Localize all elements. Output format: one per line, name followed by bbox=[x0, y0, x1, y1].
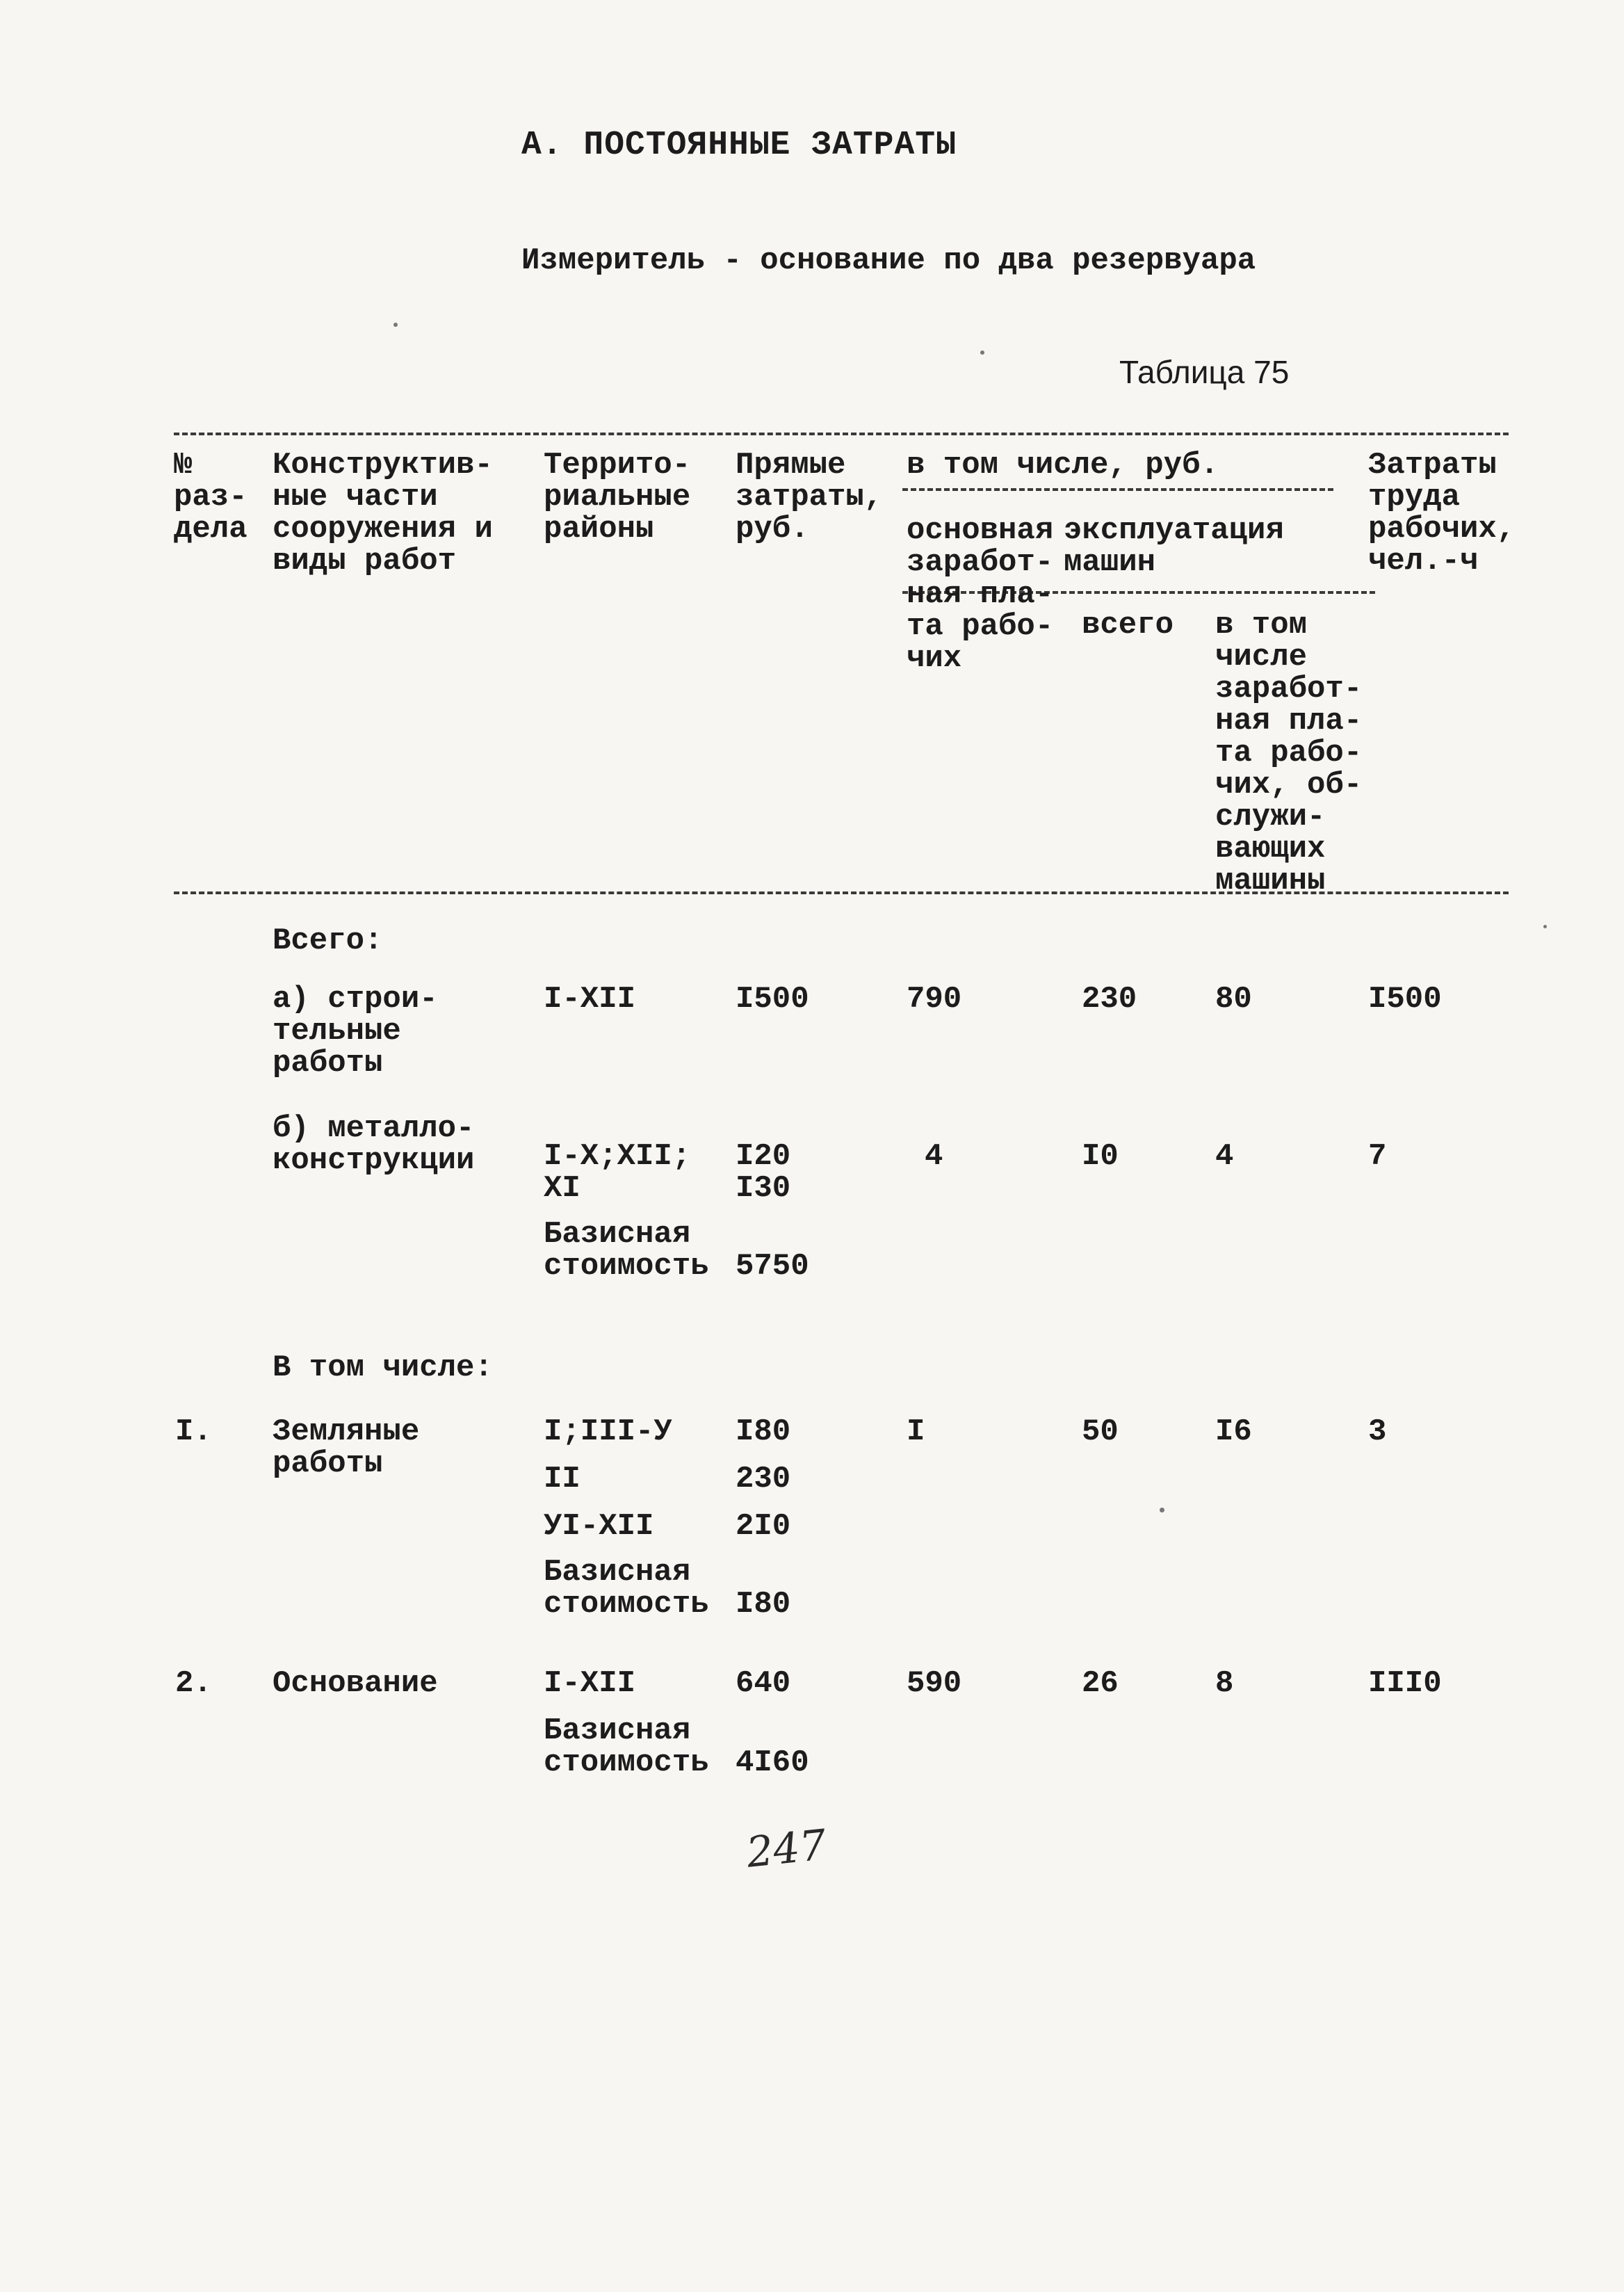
row-2-labor: III0 bbox=[1368, 1666, 1442, 1701]
row-2-num: 2. bbox=[175, 1666, 212, 1701]
row-2-wage: 590 bbox=[907, 1666, 962, 1701]
row-2-base-label: Базисная стоимость bbox=[544, 1713, 709, 1780]
row-2-mach-wage: 8 bbox=[1215, 1666, 1234, 1701]
row-a-region: I-XII bbox=[544, 982, 636, 1017]
col-header-machines: эксплуатация машин bbox=[1064, 513, 1284, 580]
scan-speck bbox=[980, 350, 984, 355]
row-a-mach-wage: 80 bbox=[1215, 982, 1252, 1017]
row-1-region-3: УI-XII bbox=[544, 1509, 654, 1544]
row-2-mach-total: 26 bbox=[1082, 1666, 1119, 1701]
scan-speck bbox=[393, 323, 398, 327]
table-top-rule bbox=[174, 433, 1509, 435]
row-1-base-label: Базисная стоимость bbox=[544, 1555, 709, 1622]
col-header-parts: Конструктив- ные части сооружения и виды работ bbox=[273, 448, 493, 579]
col-header-labor: Затраты труда рабочих, чел.-ч bbox=[1368, 448, 1516, 579]
row-b-wage: 4 bbox=[925, 1139, 943, 1174]
total-label: Всего: bbox=[273, 923, 383, 958]
meter-line: Измеритель - основание по два резервуара bbox=[521, 243, 1256, 278]
row-1-region-2: II bbox=[544, 1462, 580, 1496]
row-2-direct: 640 bbox=[736, 1666, 791, 1701]
row-b-labor: 7 bbox=[1368, 1139, 1387, 1174]
row-2-region: I-XII bbox=[544, 1666, 636, 1701]
row-b-mach-total: I0 bbox=[1082, 1139, 1119, 1174]
row-1-labor: 3 bbox=[1368, 1414, 1387, 1449]
col-header-num: № раз- дела bbox=[174, 448, 247, 547]
col-header-mach-total: всего bbox=[1082, 608, 1174, 643]
scan-speck bbox=[1160, 1508, 1164, 1512]
row-b-mach-wage: 4 bbox=[1215, 1139, 1234, 1174]
row-a-wage: 790 bbox=[907, 982, 962, 1017]
scan-speck bbox=[1543, 925, 1547, 928]
row-1-direct-2: 230 bbox=[736, 1462, 791, 1496]
row-1-region: I;III-У bbox=[544, 1414, 672, 1449]
row-b-direct: I20 I30 bbox=[736, 1139, 791, 1206]
row-b-base-label: Базисная стоимость bbox=[544, 1217, 709, 1284]
row-b-base-value: 5750 bbox=[736, 1249, 809, 1284]
row-1-wage: I bbox=[907, 1414, 925, 1449]
col-header-regions: Террито- риальные районы bbox=[544, 448, 691, 547]
row-a-name: а) строи- тельные работы bbox=[273, 982, 438, 1081]
row-2-name: Основание bbox=[273, 1666, 438, 1701]
row-1-direct: I80 bbox=[736, 1414, 791, 1449]
row-a-labor: I500 bbox=[1368, 982, 1442, 1017]
col-header-incl: в том числе, руб. bbox=[907, 448, 1219, 483]
col-header-direct: Прямые затраты, руб. bbox=[736, 448, 883, 547]
row-b-name: б) металло- конструкции bbox=[273, 1111, 475, 1178]
row-b-region: I-X;XII; XI bbox=[544, 1139, 691, 1206]
page-heading: А. ПОСТОЯННЫЕ ЗАТРАТЫ bbox=[521, 127, 957, 164]
page-number: 247 bbox=[744, 1821, 829, 1878]
row-1-num: I. bbox=[175, 1414, 212, 1449]
table-label: Таблица 75 bbox=[1119, 354, 1290, 390]
col-header-mach-wage: в том числе заработ- ная пла- та рабо- чих, об- служи- вающих машины bbox=[1215, 608, 1363, 898]
row-1-mach-wage: I6 bbox=[1215, 1414, 1252, 1449]
col-header-wage: основная заработ- ная пла- та рабо- чих bbox=[907, 513, 1054, 676]
row-2-base-value: 4I60 bbox=[736, 1745, 809, 1780]
row-1-name: Земляные работы bbox=[273, 1414, 420, 1481]
row-1-direct-3: 2I0 bbox=[736, 1509, 791, 1544]
row-1-mach-total: 50 bbox=[1082, 1414, 1119, 1449]
row-1-base-value: I80 bbox=[736, 1587, 791, 1622]
row-a-direct: I500 bbox=[736, 982, 809, 1017]
header-subrule-1 bbox=[902, 488, 1333, 491]
row-a-mach-total: 230 bbox=[1082, 982, 1137, 1017]
incl-label: В том числе: bbox=[273, 1350, 493, 1385]
